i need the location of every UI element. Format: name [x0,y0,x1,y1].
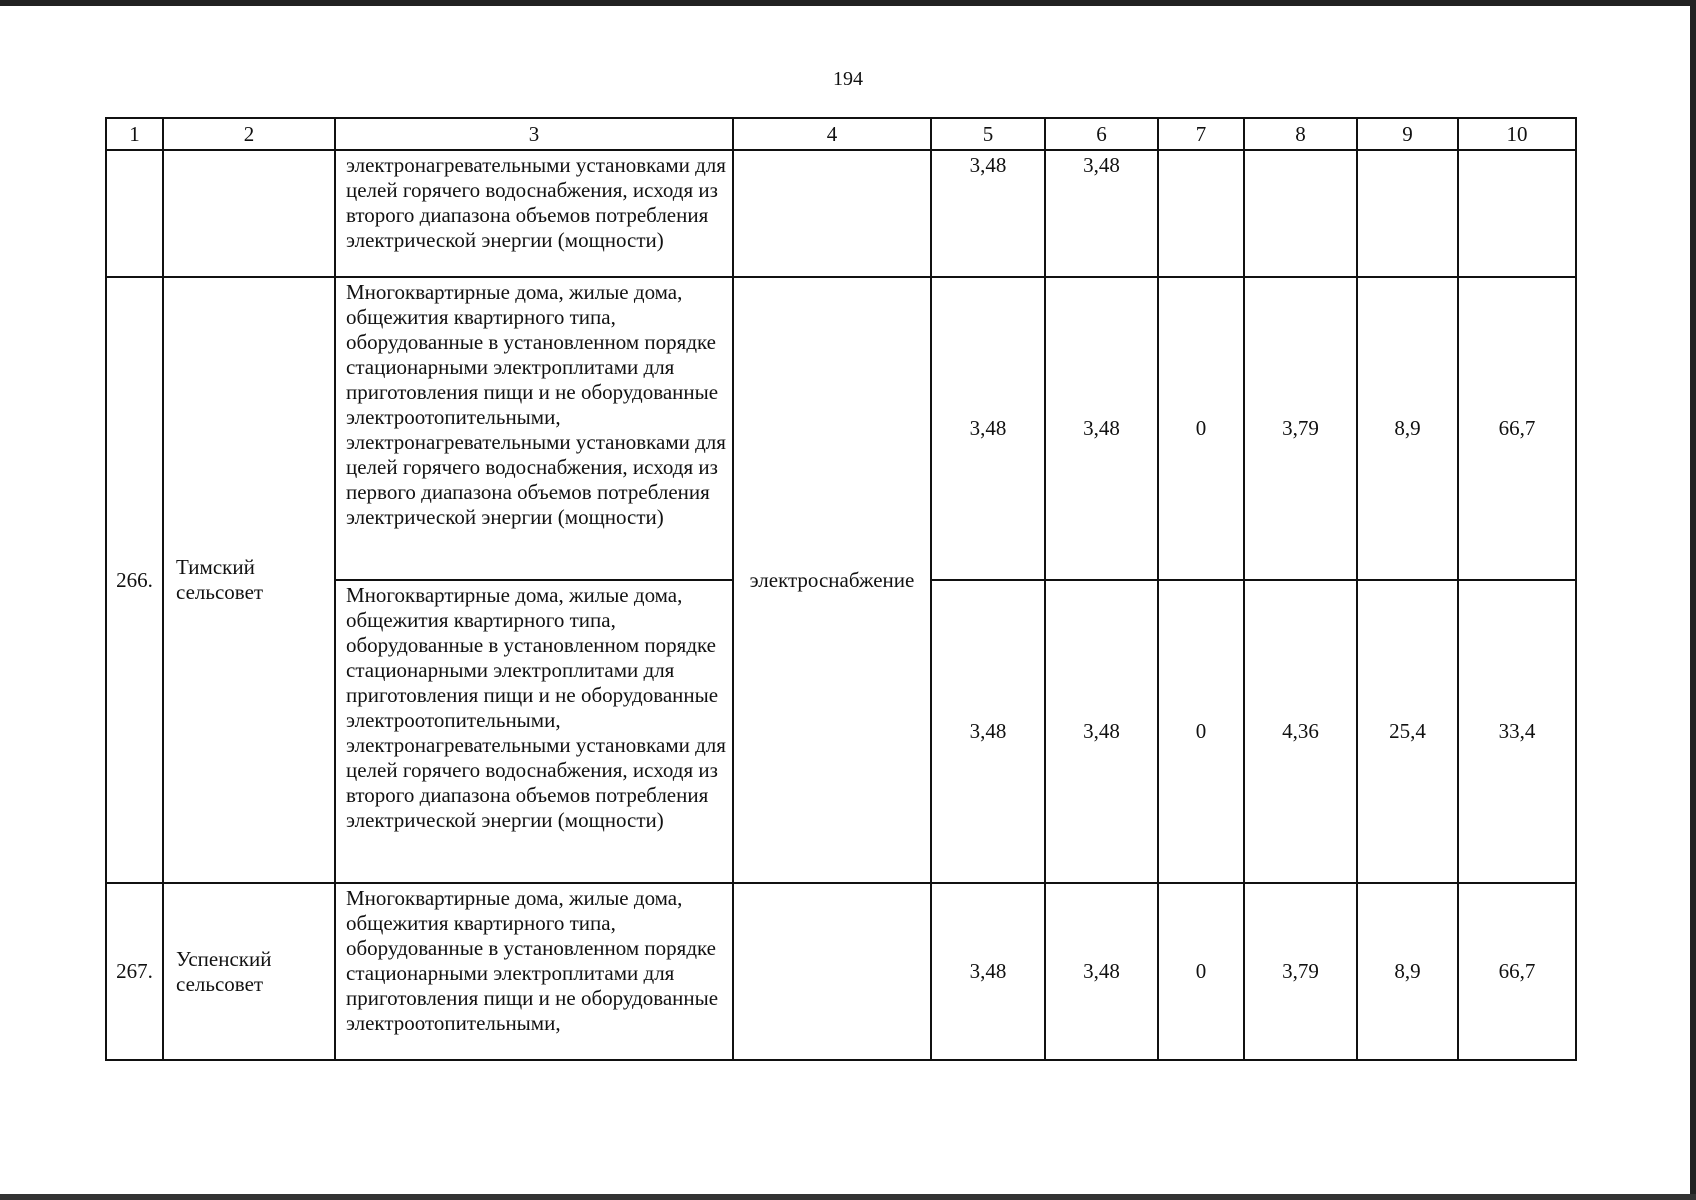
page-number: 194 [833,68,863,90]
row-266-sub1-c8: 3,79 [1244,277,1357,580]
col-header-4: 4 [733,118,931,150]
row-267-num: 267. [106,883,163,1060]
col-header-7: 7 [1158,118,1244,150]
row-266-sub1-c9: 8,9 [1357,277,1458,580]
row-266-sub1-desc: Многоквартирные дома, жилые дома, общежития квартирного типа, оборудованные в установленном порядке стационарными электроплитами для приготовления пищи и не оборудованные электроотопительными, электронагревательными установками для целей горячего водоснабжения, исходя из первого диапазона объемов потребления электрической энергии (мощности) [335,277,733,580]
row-266-sub1-c5: 3,48 [931,277,1045,580]
col-header-1: 1 [106,118,163,150]
tariff-table [105,117,1577,1061]
row-266-sub2-c8: 4,36 [1244,580,1357,883]
row-266-sub2-c10: 33,4 [1458,580,1576,883]
col-header-8: 8 [1244,118,1357,150]
row-266-sub2-c7: 0 [1158,580,1244,883]
scan-edge-bottom [0,1194,1696,1200]
col-header-9: 9 [1357,118,1458,150]
col-header-10: 10 [1458,118,1576,150]
row-266-sub2-c6: 3,48 [1045,580,1158,883]
header-row [106,118,1576,150]
row-266-sub1-c6: 3,48 [1045,277,1158,580]
continuation-desc: электронагревательными установками для целей горячего водоснабжения, исходя из второго диапазона объемов потребления электрической энергии (мощности) [335,150,733,277]
row-267-c8: 3,79 [1244,883,1357,1060]
row-266-sub1-c10: 66,7 [1458,277,1576,580]
row-267-c6: 3,48 [1045,883,1158,1060]
col-header-2: 2 [163,118,335,150]
table-row [106,883,1576,1060]
scan-edge-top [0,0,1696,6]
row-267-desc: Многоквартирные дома, жилые дома, общежития квартирного типа, оборудованные в установленном порядке стационарными электроплитами для приготовления пищи и не оборудованные электроотопительными, [335,883,733,1060]
row-267-c5: 3,48 [931,883,1045,1060]
row-267-name: Успенский сельсовет [163,883,335,1060]
row-266-sub1-c7: 0 [1158,277,1244,580]
row-266-service: электроснабжение [733,277,931,883]
row-266-num: 266. [106,277,163,883]
table-row [106,277,1576,580]
continuation-c5: 3,48 [931,150,1045,277]
col-header-3: 3 [335,118,733,150]
row-267-c9: 8,9 [1357,883,1458,1060]
row-267-c7: 0 [1158,883,1244,1060]
continuation-c6: 3,48 [1045,150,1158,277]
row-266-sub2-c9: 25,4 [1357,580,1458,883]
row-266-name: Тимский сельсовет [163,277,335,883]
table-row [106,150,1576,277]
row-266-sub2-c5: 3,48 [931,580,1045,883]
scan-edge-right [1690,0,1696,1200]
col-header-5: 5 [931,118,1045,150]
row-266-sub2-desc: Многоквартирные дома, жилые дома, общежития квартирного типа, оборудованные в установленном порядке стационарными электроплитами для приготовления пищи и не оборудованные электроотопительными, электронагревательными установками для целей горячего водоснабжения, исходя из второго диапазона объемов потребления электрической энергии (мощности) [335,580,733,883]
row-267-c10: 66,7 [1458,883,1576,1060]
col-header-6: 6 [1045,118,1158,150]
